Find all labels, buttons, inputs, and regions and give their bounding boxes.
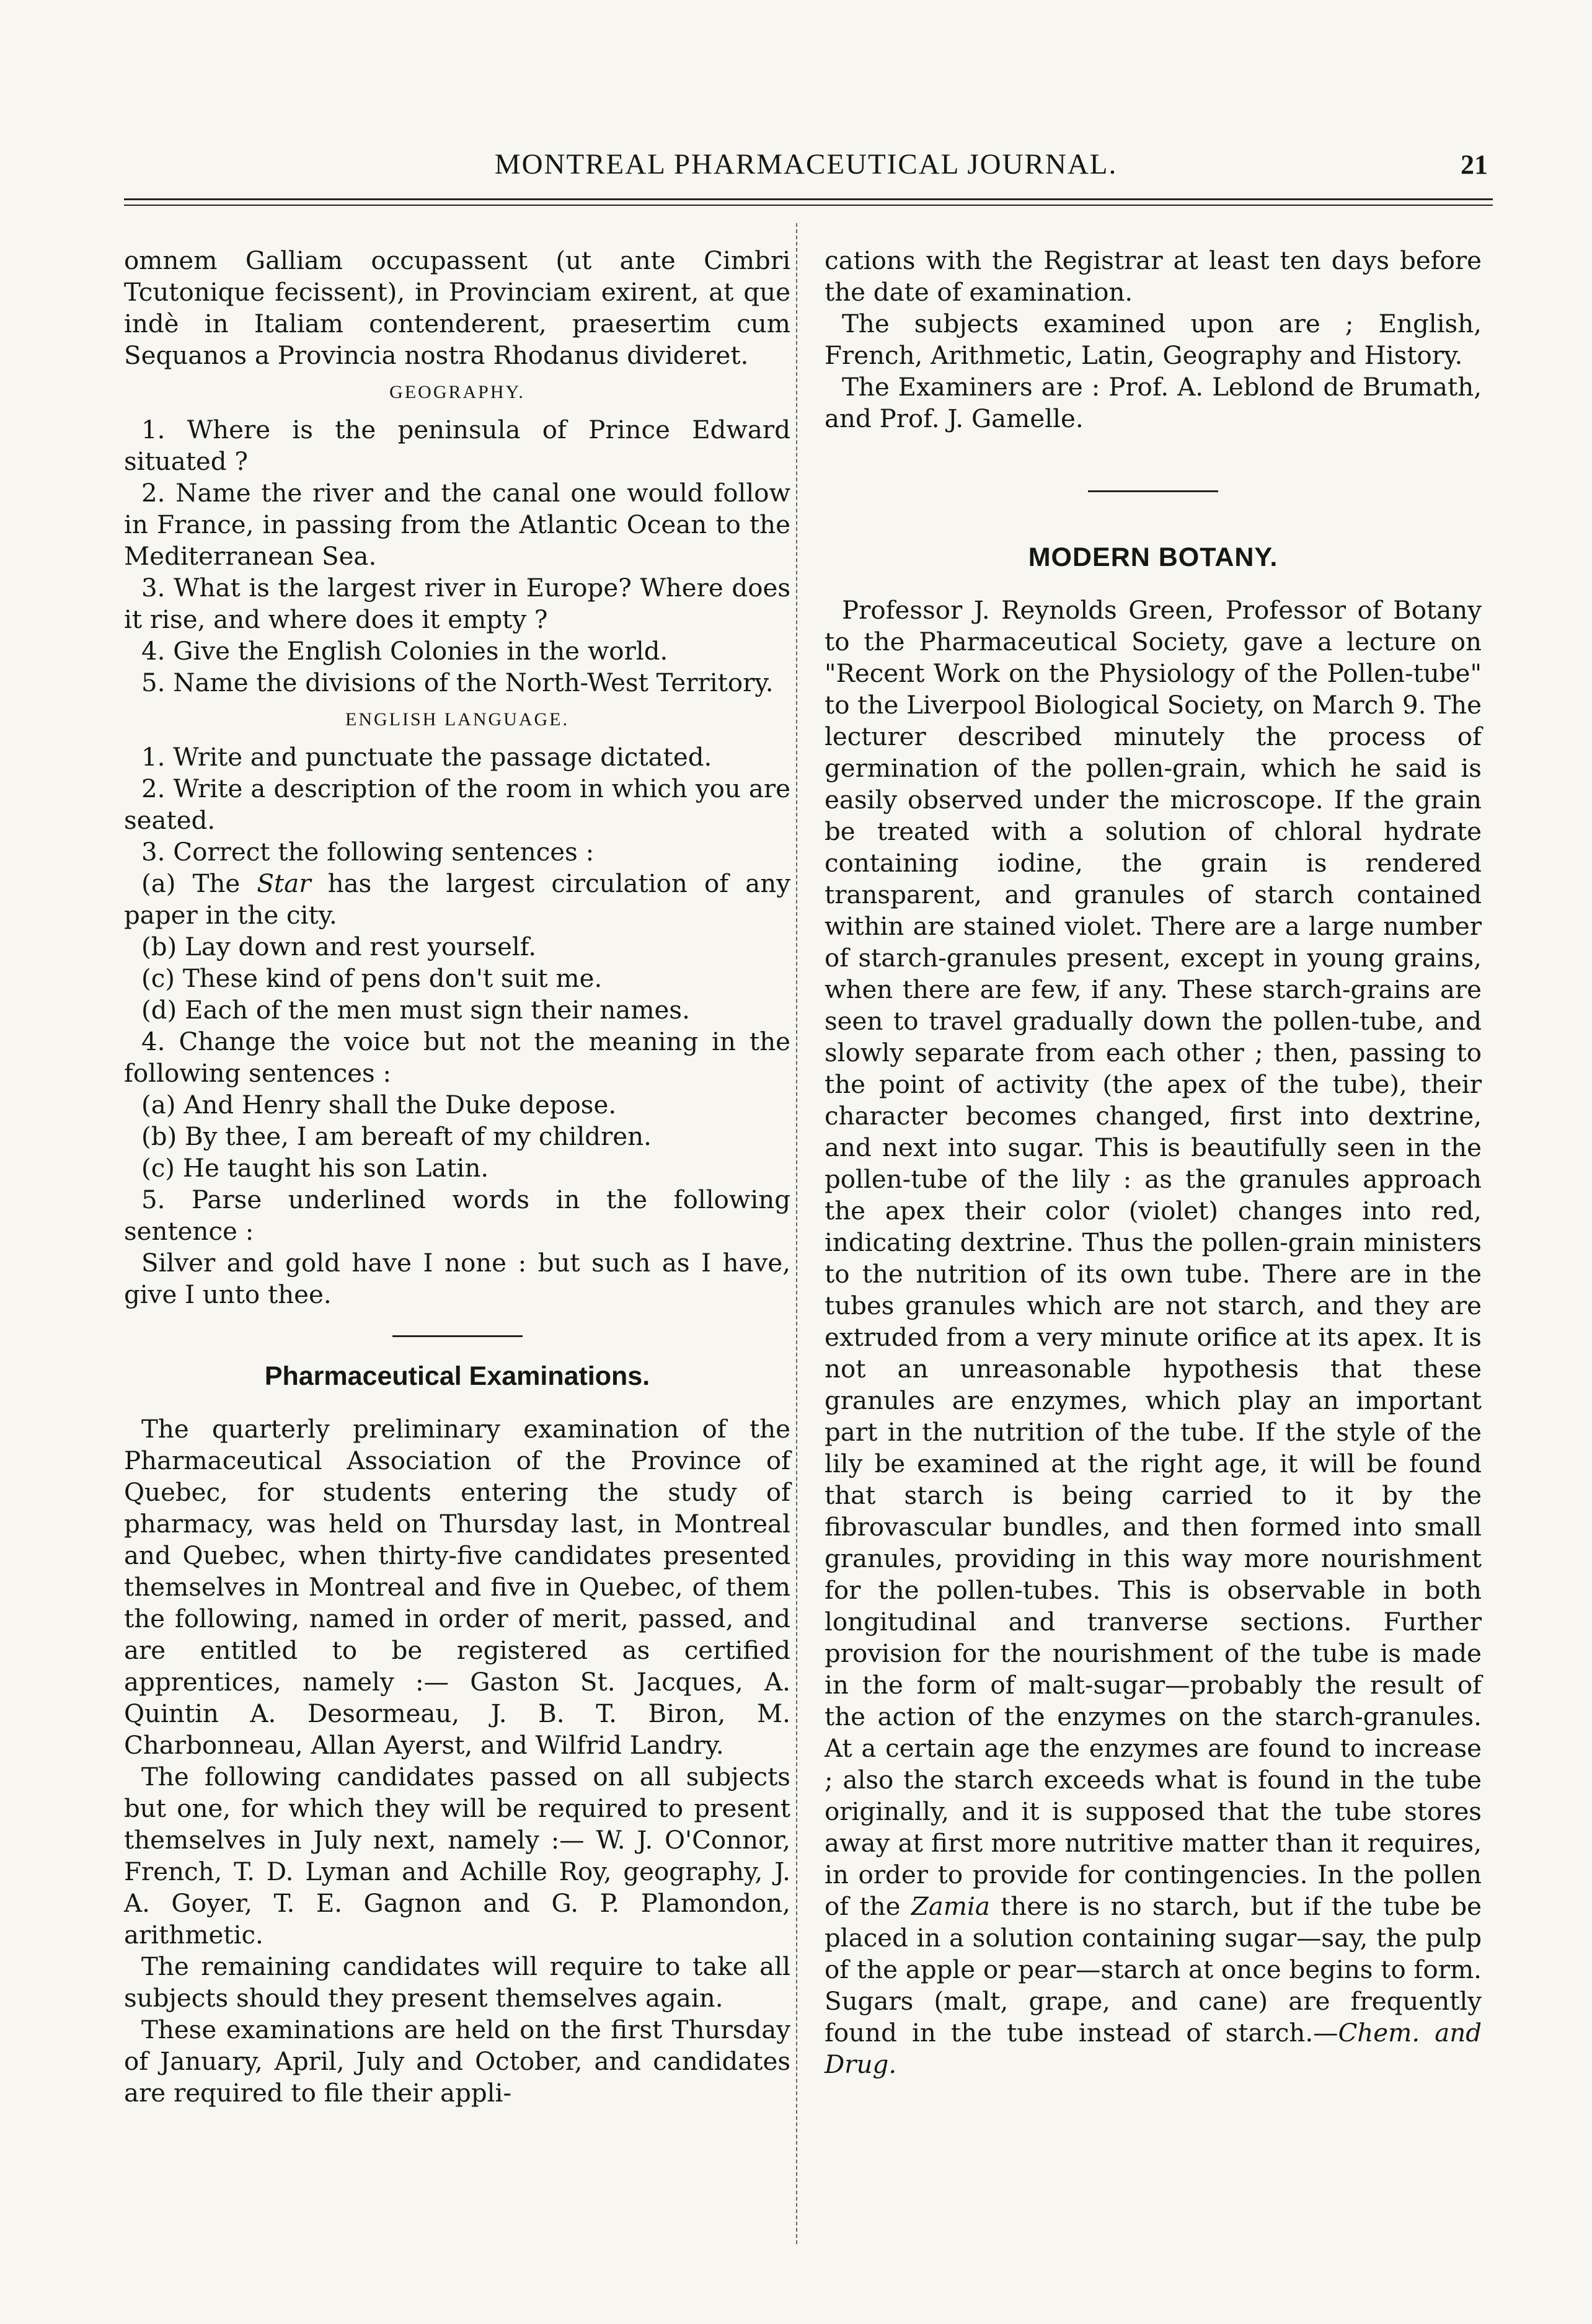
geography-question-3: 3. What is the largest river in Europe? Where does it rise, and where does it empty ? [124,573,790,634]
section-divider [392,1335,523,1337]
modern-botany-title: MODERN BOTANY. [1028,542,1278,572]
geography-question-4: 4. Give the English Colonies in the world. [141,637,668,666]
pharm-subjects: The subjects examined upon are ; English, French, Arithmetic, Latin, Geography and History. [825,309,1482,370]
botany-source: Chem. and Drug. [825,2018,1482,2079]
pharm-paragraph-4: These examinations are held on the first Thursday of January, April, July and October, and candidates are required to file their appli- [124,2015,790,2108]
english-question-3a [124,868,790,931]
english-question-2: 2. Write a description of the room in which you are seated. [124,774,790,835]
geography-question-5: 5. Name the divisions of the North-West Territory. [141,668,774,697]
geography-heading: GEOGRAPHY. [389,382,525,402]
zamia-italic: Zamia [911,1892,990,1921]
running-header [124,148,1488,185]
english-question-4a: (a) And Henry shall the Duke depose. [141,1090,617,1120]
english-question-4b: (b) By thee, I am bereaft of my children. [141,1122,652,1151]
geography-question-2: 2. Name the river and the canal one would follow in France, in passing from the Atlantic Ocean to the Mediterranean Sea. [124,479,790,571]
english-question-5: 5. Parse underlined words in the following sentence : [124,1185,790,1246]
english-question-4c: (c) He taught his son Latin. [141,1154,489,1183]
section-divider [1088,490,1218,492]
geography-question-1: 1. Where is the peninsula of Prince Edward situated ? [124,415,790,476]
english-question-3d: (d) Each of the men must sign their names. [141,996,690,1025]
pharm-paragraph-1: The quarterly preliminary examination of the Pharmaceutical Association of the Province of Quebec, for students entering the study of pharmacy, was held on Thursday last, in Montreal and Quebec, when thirty-five candidates presented themselves in Montreal and five in Quebec, of them the following, named in order of merit, passed, and are entitled to be registered as certified apprentices, namely :— Gaston St. Jacques, A. Quintin A. Desormeau, J. B. T. Biron, M. Charbonneau, Allan Ayerst, and Wilfrid Landry. [124,1415,790,1760]
header-rule [124,198,1493,200]
botany-paragraph [825,594,1482,2080]
left-column [124,245,790,2109]
english-question-1: 1. Write and punctuate the passage dictated. [141,743,712,772]
english-question-4: 4. Change the voice but not the meaning in the following sentences : [124,1027,790,1088]
header-rule-thin [124,205,1493,206]
column-divider [796,223,797,2244]
botany-text-2: there is no starch, but if the tube be placed in a solution containing sugar—say, the pulp of the apple or pear—starch at once begins to form. Sugars (malt, grape, and cane) are frequently found in the tube instead of starch.— [825,1892,1482,2048]
page-number: 21 [1461,149,1488,180]
latin-passage: omnem Galliam occupassent (ut ante Cimbri Tcutonique fecissent), in Provinciam exirent, at que indè in Italiam contenderent, praesertim cum Sequanos a Provincia nostra Rhodanus divideret. [124,246,790,370]
english-3a-prefix: (a) The [141,869,257,898]
english-question-5-sentence: Silver and gold have I none : but such as I have, give I unto thee. [124,1248,790,1309]
english-3a-italic: Star [257,869,311,898]
english-question-3c: (c) These kind of pens don't suit me. [141,964,603,993]
english-question-3: 3. Correct the following sentences : [141,837,595,867]
right-column [825,245,1482,2080]
pharmaceutical-examinations-title: Pharmaceutical Examinations. [264,1361,650,1391]
pharm-paragraph-3: The remaining candidates will require to take all subjects should they present themselves again. [124,1952,790,2013]
journal-title: MONTREAL PHARMACEUTICAL JOURNAL. [494,148,1118,180]
pharm-examiners: The Examiners are : Prof. A. Leblond de Brumath, and Prof. J. Gamelle. [825,373,1482,433]
pharm-continuation: cations with the Registrar at least ten days before the date of examination. [825,246,1482,307]
english-heading: ENGLISH LANGUAGE. [345,709,569,730]
english-question-3b: (b) Lay down and rest yourself. [141,932,537,961]
english-3a-suffix: has the largest circulation of any paper in the city. [124,869,790,930]
pharm-paragraph-2: The following candidates passed on all subjects but one, for which they will be required to present themselves in July next, namely :— W. J. O'Connor, French, T. D. Lyman and Achille Roy, geography, J. A. Goyer, T. E. Gagnon and G. P. Plamondon, arithmetic. [124,1762,790,1950]
botany-text: Professor J. Reynolds Green, Professor of Botany to the Pharmaceutical Society, gave a lecture on "Recent Work on the Physiology of the Pollen-tube" to the Liverpool Biological Society, on March 9. The lecturer described minutely the process of germination of the pollen-grain, which he said is easily observed under the microscope. If the grain be treated with a solution of chloral hydrate containing iodine, the grain is rendered transparent, and granules of starch contained within are stained violet. There are a large number of starch-granules present, except in young grains, when there are few, if any. These starch-grains are seen to travel gradually down the pollen-tube, and slowly separate from each other ; then, passing to the point of activity (the apex of the tube), their character becomes changed, first into dextrine, and next into sugar. This is beautifully seen in the pollen-tube of the lily : as the granules approach the apex their color (violet) changes into red, indicating dextrine. Thus the pollen-grain ministers to the nutrition of its own tube. There are in the tubes granules which are not starch, and they are extruded from a very minute orifice at its apex. It is not an unreasonable hypothesis that these granules are enzymes, which play an important part in the nutrition of the tube. If the style of the lily be examined at the right age, it will be found that starch is being carried to it by the fibrovascular bundles, and then formed into small granules, providing in this way more nourishment for the pollen-tubes. This is observable in both longitudinal and tranverse sections. Further provision for the nourishment of the tube is made in the form of malt-sugar—probably the result of the action of the enzymes on the starch-granules. At a certain age the enzymes are found to increase ; also the starch exceeds what is found in the tube originally, and it is supposed that the tube stores away at first more nutritive matter than it requires, in order to provide for contingencies. In the pollen of the [825,596,1482,1921]
